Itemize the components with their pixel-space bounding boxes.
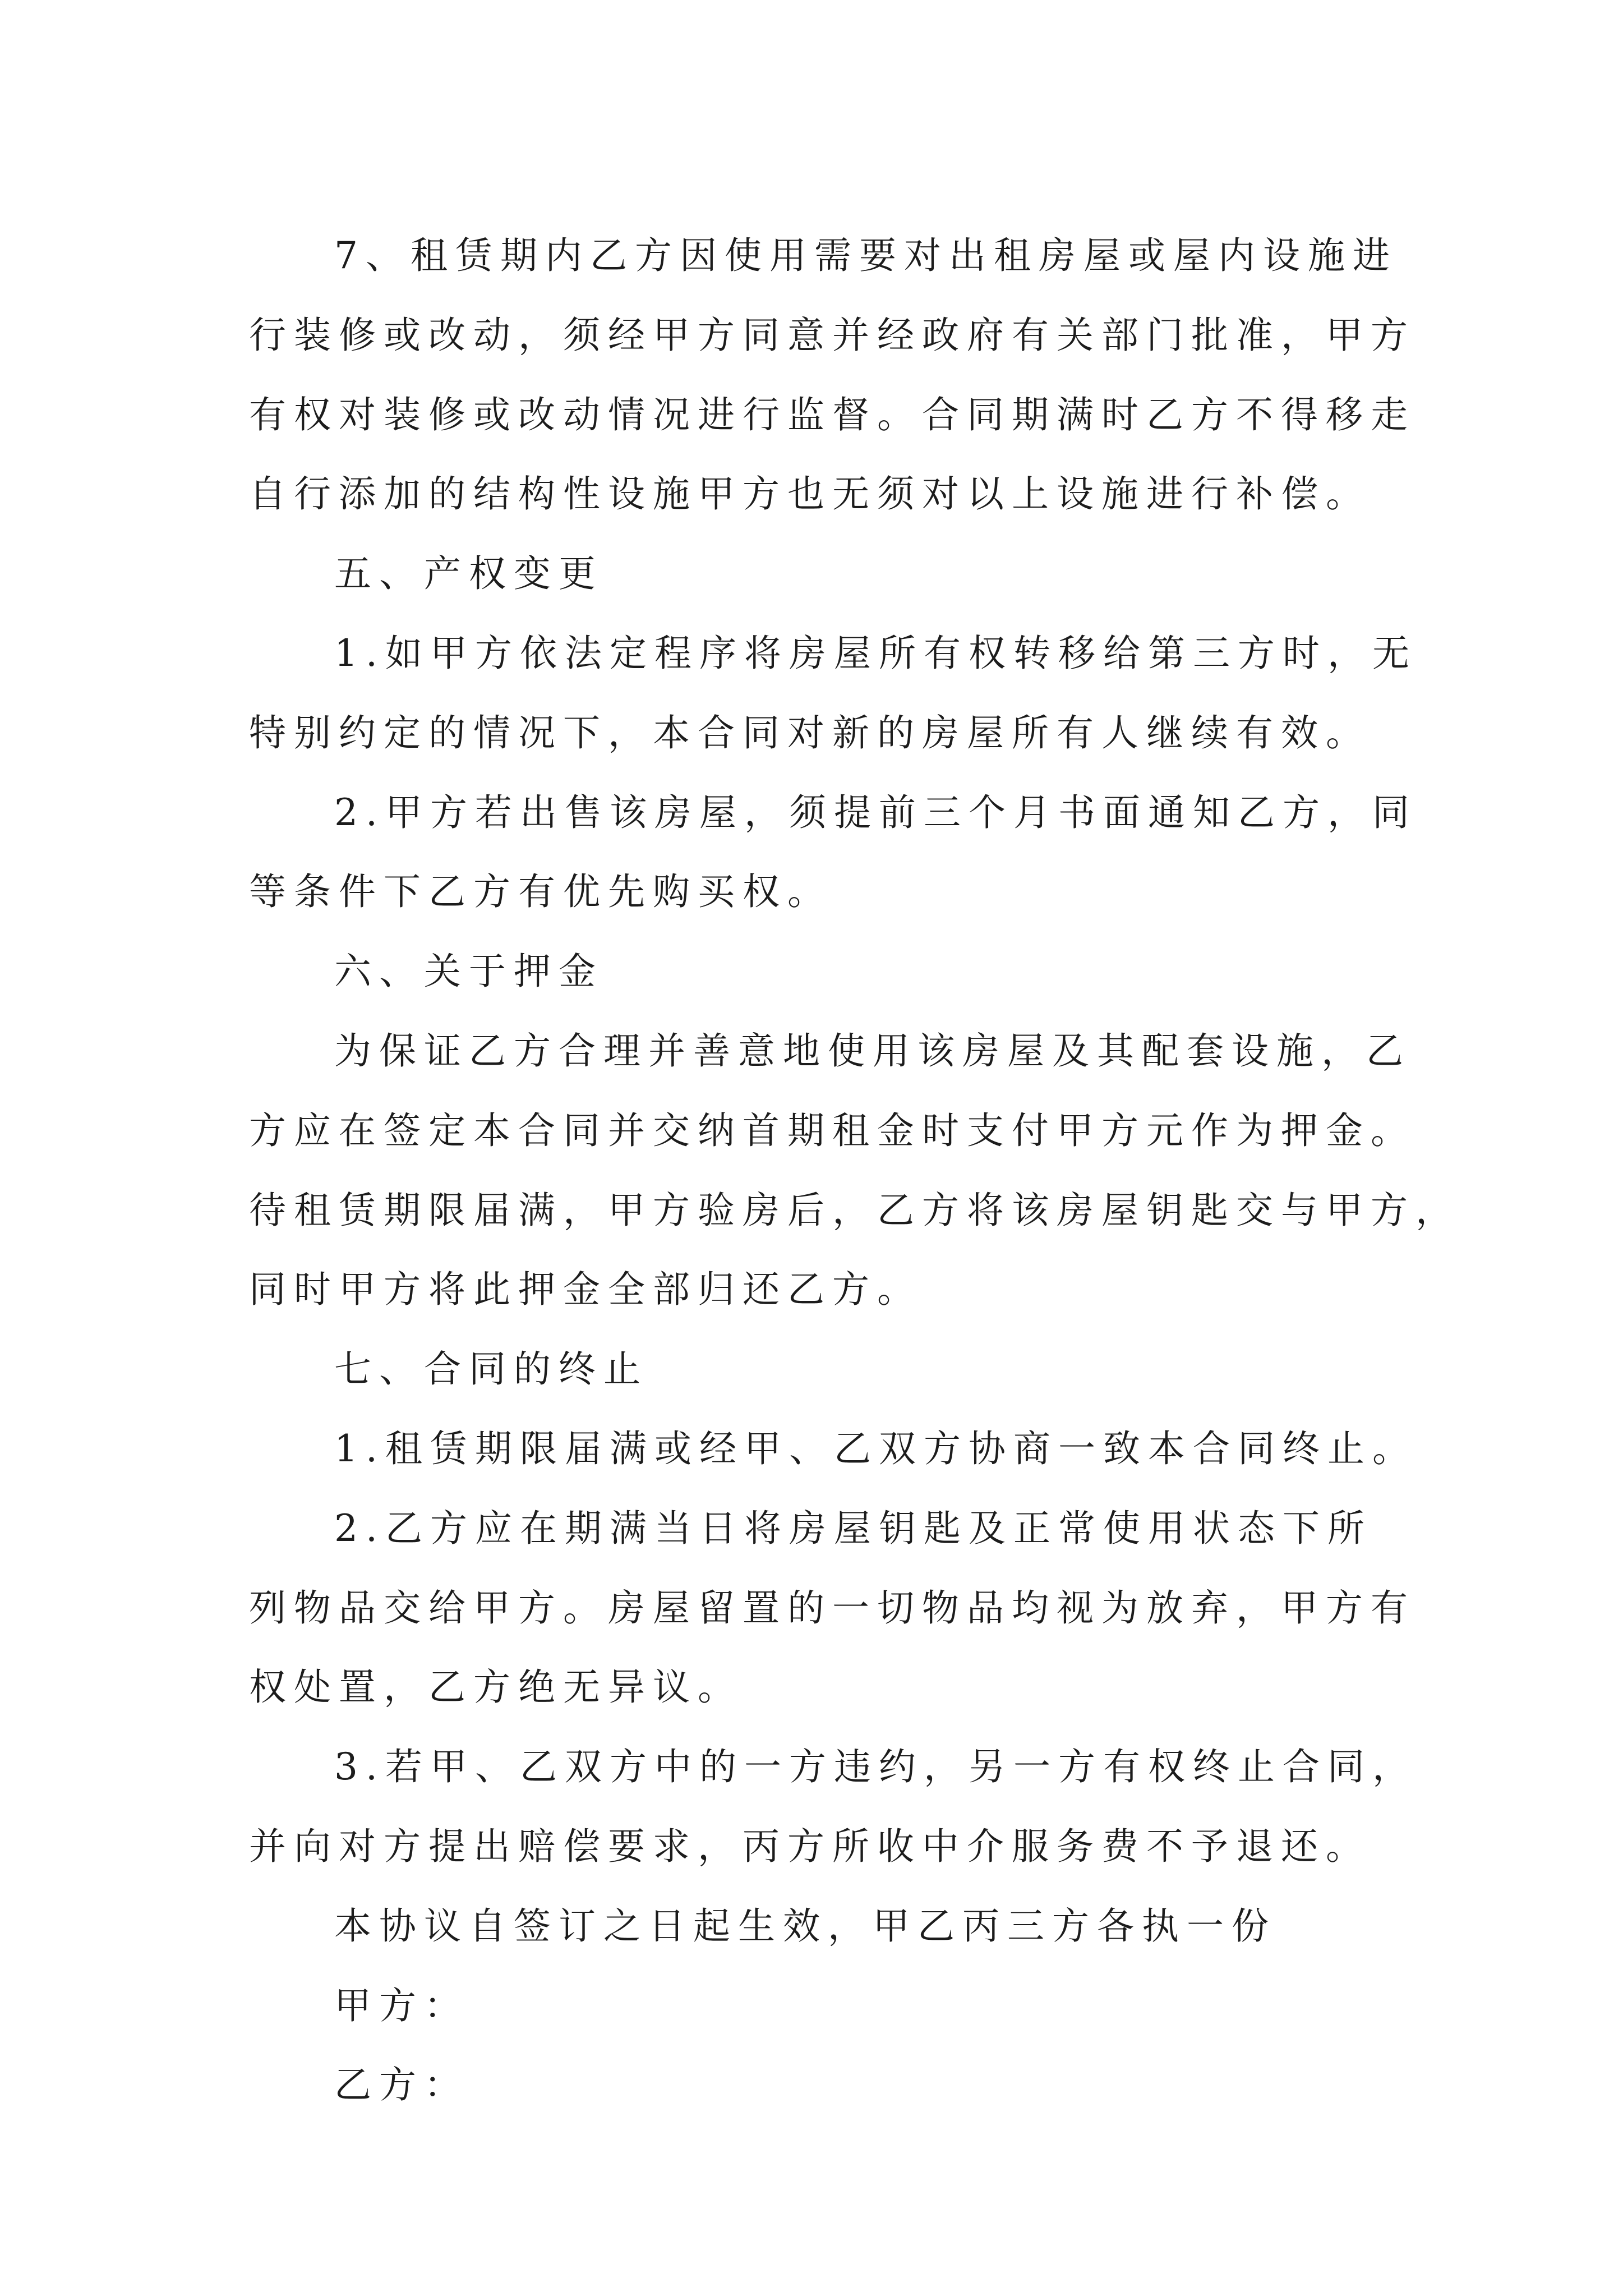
party-b-signature-label: 乙方： <box>334 2063 469 2107</box>
section-6-para-line-2: 方应在签定本合同并交纳首期租金时支付甲方元作为押金。 <box>249 1108 1415 1152</box>
section-7-item-2-line-1: 2.乙方应在期满当日将房屋钥匙及正常使用状态下所 <box>334 1506 1372 1550</box>
section-6-para-line-1: 为保证乙方合理并善意地使用该房屋及其配套设施，乙 <box>334 1029 1411 1073</box>
section-5-item-1-line-2: 特别约定的情况下，本合同对新的房屋所有人继续有效。 <box>249 711 1371 754</box>
section-6-para-line-3: 待租赁期限届满，甲方验房后，乙方将该房屋钥匙交与甲方， <box>249 1188 1460 1232</box>
section-6-para-line-4: 同时甲方将此押金全部归还乙方。 <box>249 1268 922 1312</box>
clause-7-line-1: 7、租赁期内乙方因使用需要对出租房屋或屋内设施进 <box>334 234 1398 277</box>
section-5-item-1-line-1: 1.如甲方依法定程序将房屋所有权转移给第三方时，无 <box>334 631 1417 675</box>
section-7-heading: 七、合同的终止 <box>334 1347 648 1391</box>
document-body <box>249 216 1460 2125</box>
effective-clause: 本协议自签订之日起生效，甲乙丙三方各执一份 <box>334 1904 1276 1948</box>
clause-7-line-2: 行装修或改动，须经甲方同意并经政府有关部门批准，甲方 <box>249 313 1415 357</box>
party-a-signature-label: 甲方： <box>334 1984 469 2027</box>
section-7-item-2-line-3: 权处置，乙方绝无异议。 <box>249 1665 743 1709</box>
section-5-heading: 五、产权变更 <box>334 552 603 596</box>
section-7-item-1: 1.租赁期限届满或经甲、乙双方协商一致本合同终止。 <box>334 1427 1417 1470</box>
section-6-heading: 六、关于押金 <box>334 950 603 993</box>
section-5-item-2-line-1: 2.甲方若出售该房屋，须提前三个月书面通知乙方，同 <box>334 790 1417 834</box>
section-7-item-2-line-2: 列物品交给甲方。房屋留置的一切物品均视为放弃，甲方有 <box>249 1586 1415 1630</box>
section-7-item-3-line-2: 并向对方提出赔偿要求，丙方所收中介服务费不予退还。 <box>249 1824 1371 1868</box>
section-7-item-3-line-1: 3.若甲、乙双方中的一方违约，另一方有权终止合同， <box>334 1745 1417 1789</box>
section-5-item-2-line-2: 等条件下乙方有优先购买权。 <box>249 870 832 914</box>
clause-7-line-3: 有权对装修或改动情况进行监督。合同期满时乙方不得移走 <box>249 393 1415 436</box>
clause-7-line-4: 自行添加的结构性设施甲方也无须对以上设施进行补偿。 <box>249 472 1371 516</box>
